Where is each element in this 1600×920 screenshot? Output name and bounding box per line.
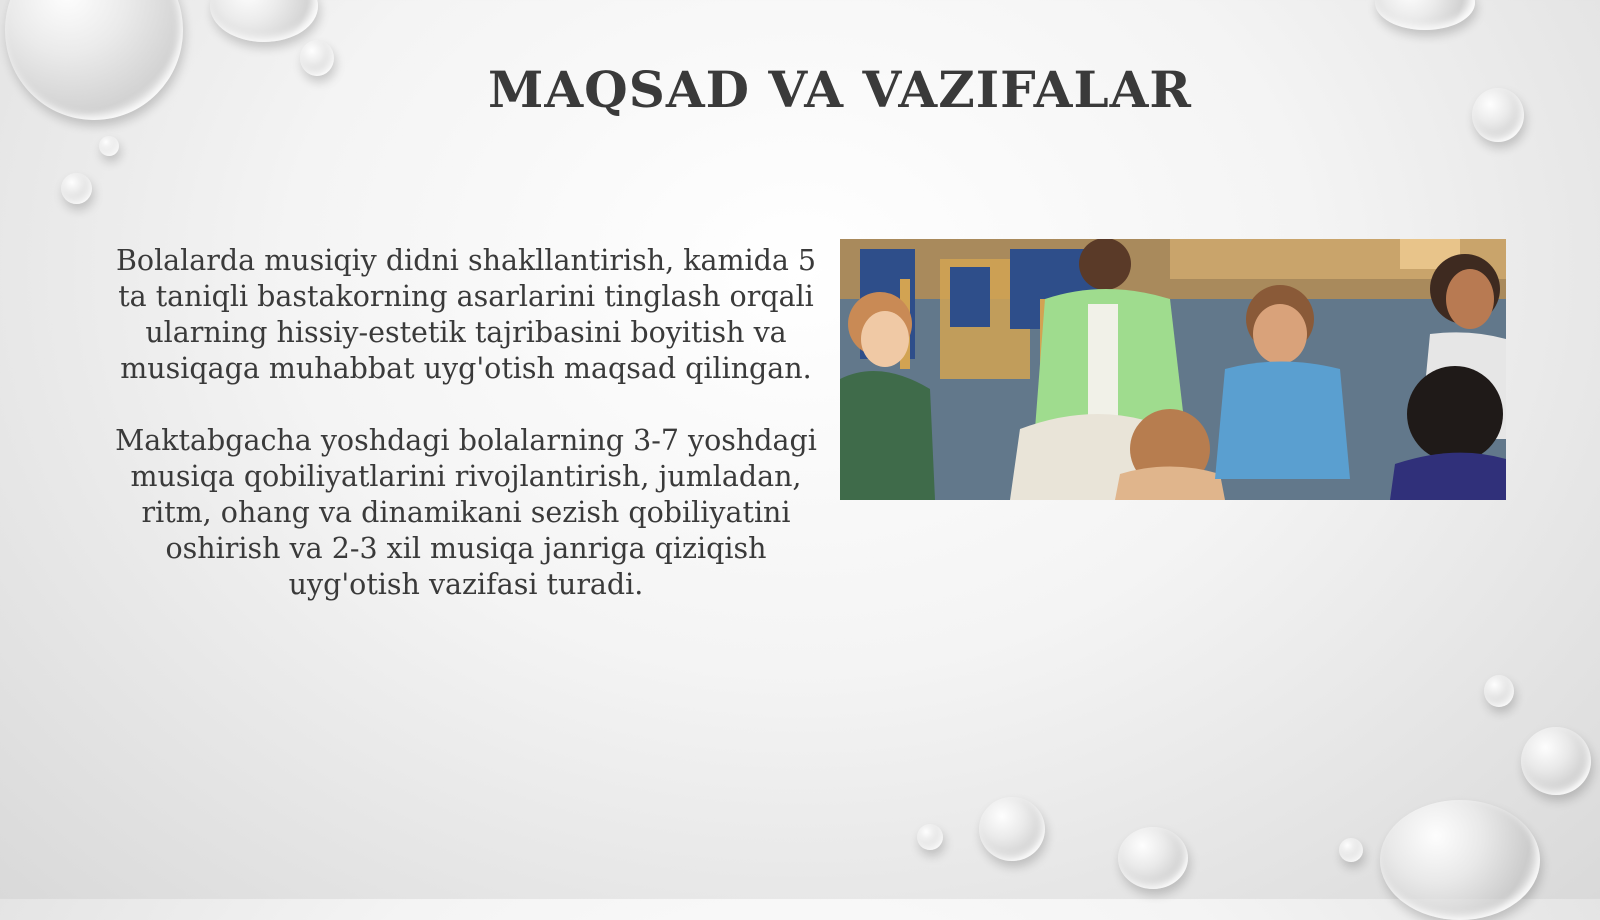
water-drop-decoration	[1375, 0, 1475, 30]
goal-paragraph: Bolalarda musiqiy didni shakllantirish, kamida 5 ta taniqli bastakorning asarlarini tinglash orqali ularning hissiy-estetik tajribasini boyitish va musiqaga muhabbat uyg'otish maqsad qilingan.	[115, 244, 817, 385]
water-drop-decoration	[99, 136, 119, 156]
water-drop-decoration	[979, 797, 1045, 861]
tasks-paragraph: Maktabgacha yoshdagi bolalarning 3-7 yoshdagi musiqa qobiliyatlarini rivojlantirish, jumladan, ritm, ohang va dinamikani sezish qobiliyatini oshirish va 2-3 xil musiqa janriga qiziqish uyg'otish vazifasi turadi.	[115, 424, 817, 601]
water-drop-decoration	[1339, 838, 1363, 862]
water-drop-decoration	[1484, 675, 1514, 707]
slide-title: MAQSAD VA VAZIFALAR	[488, 60, 1192, 119]
classroom-illustration	[840, 239, 1506, 500]
text-box	[110, 243, 822, 639]
water-drop-decoration	[1118, 827, 1188, 889]
water-drop-decoration	[917, 824, 943, 850]
water-drop-decoration	[210, 0, 318, 42]
water-drop-decoration	[1521, 727, 1591, 795]
water-drop-decoration	[1380, 800, 1540, 920]
water-drop-decoration	[61, 173, 92, 204]
classroom-photo	[840, 239, 1506, 500]
